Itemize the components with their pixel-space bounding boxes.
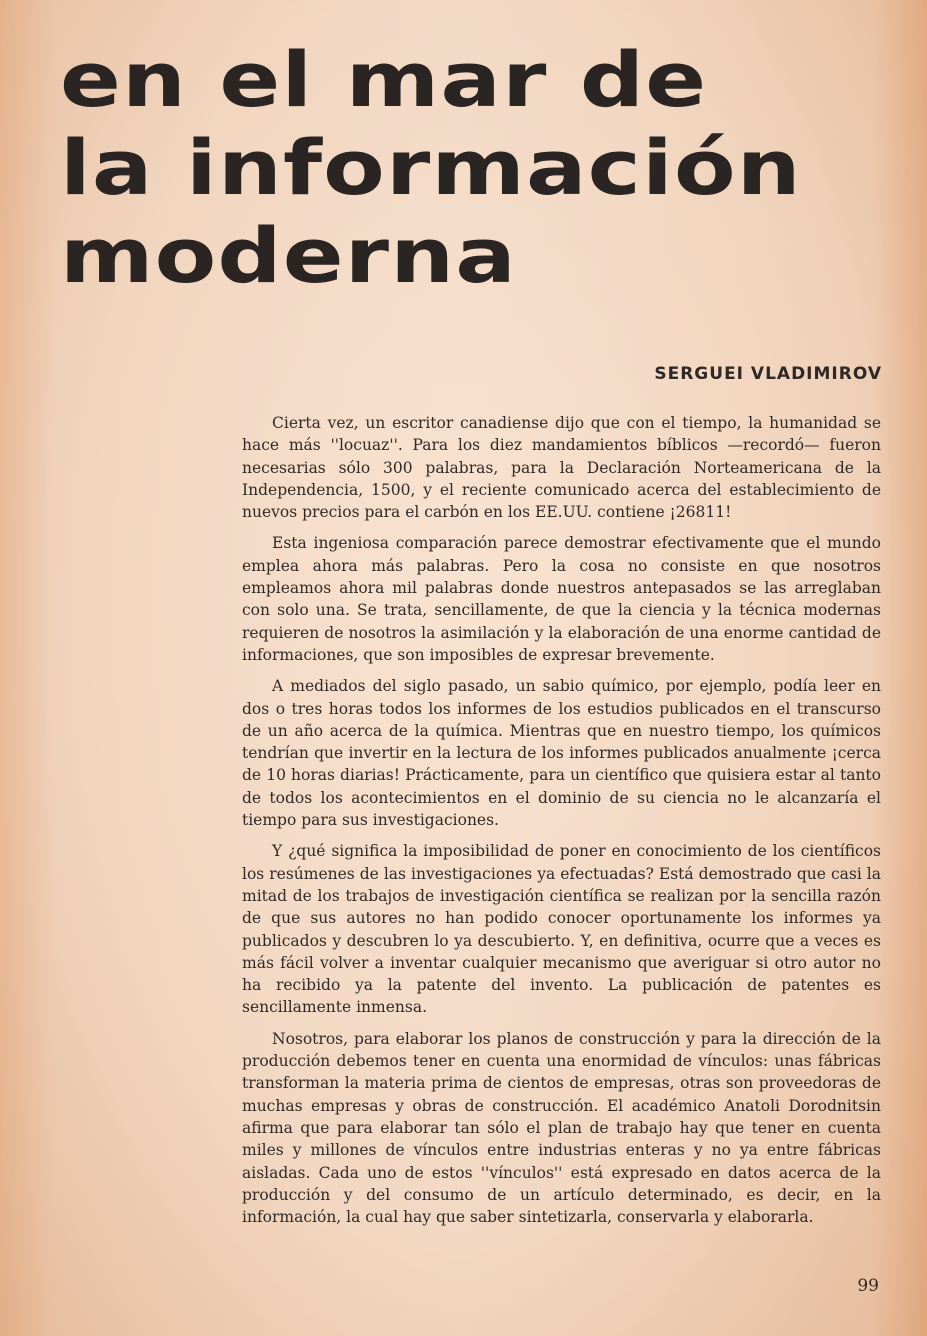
article-author: SERGUEI VLADIMIROV bbox=[654, 364, 882, 384]
paragraph: Nosotros, para elaborar los planos de construcción y para la dirección de la producción debemos tener en cuenta una enormidad de vínculos: unas fábricas transforman la materia prima de cientos de empresas, otras son proveedoras de muchas empresas y obras de construcción. El académico Anatoli Dorodnitsin afirma que para elaborar tan sólo el plan de trabajo hay que tener en cuenta miles y millones de vínculos entre industrias enteras y no ya entre fábricas aisladas. Cada uno de estos ''vínculos'' está expresado en datos acerca de la producción y del consumo de un artículo determinado, es decir, en la información, la cual hay que saber sintetizarla, conservarla y elaborarla. bbox=[242, 1029, 881, 1227]
paragraph: Esta ingeniosa comparación parece demostrar efectivamente que el mundo emplea ahora más palabras. Pero la cosa no consiste en que nosotros empleamos ahora mil palabras donde nuestros antepasados se las arreglaban con solo una. Se trata, sencillamente, de que la ciencia y la técnica modernas requieren de nosotros la asimilación y la elaboración de una enorme cantidad de informaciones, que son imposibles de expresar brevemente. bbox=[242, 534, 881, 664]
page-number: 99 bbox=[857, 1276, 879, 1296]
paragraph: A mediados del siglo pasado, un sabio químico, por ejemplo, podía leer en dos o tres horas todos los informes de los estudios publicados en el transcurso de un año acerca de la química. Mientras que en nuestro tiempo, los químicos tendrían que invertir en la lectura de los informes publicados anualmente ¡cerca de 10 horas diarias! Prácticamente, para un científico que quisiera estar al tanto de todos los acontecimientos en el dominio de su ciencia no le alcanzaría el tiempo para sus investigaciones. bbox=[242, 677, 881, 830]
article-body bbox=[242, 412, 881, 1237]
article-title bbox=[60, 36, 802, 300]
title-line-3: moderna bbox=[60, 211, 517, 300]
paragraph: Cierta vez, un escritor canadiense dijo que con el tiempo, la humanidad se hace más ''locuaz''. Para los diez mandamientos bíblicos —recordó— fueron necesarias sólo 300 palabras, para la Declaración Norteamericana de la Independencia, 1500, y el reciente comunicado acerca del establecimiento de nuevos precios para el carbón en los EE.UU. contiene ¡26811! bbox=[242, 414, 881, 522]
paragraph: Y ¿qué significa la imposibilidad de poner en conocimiento de los científicos los resúmenes de las investigaciones ya efectuadas? Está demostrado que casi la mitad de los trabajos de investigación científica se realizan por la sencilla razón de que sus autores no han podido conocer oportunamente los informes ya publicados y descubren lo ya descubierto. Y, en definitiva, ocurre que a veces es más fácil volver a inventar cualquier mecanismo que averiguar si otro autor no ha recibido ya la patente del invento. La publicación de patentes es sencillamente inmensa. bbox=[242, 842, 881, 1017]
title-line-1: en el mar de bbox=[60, 35, 708, 124]
title-line-2: la información bbox=[60, 123, 802, 212]
